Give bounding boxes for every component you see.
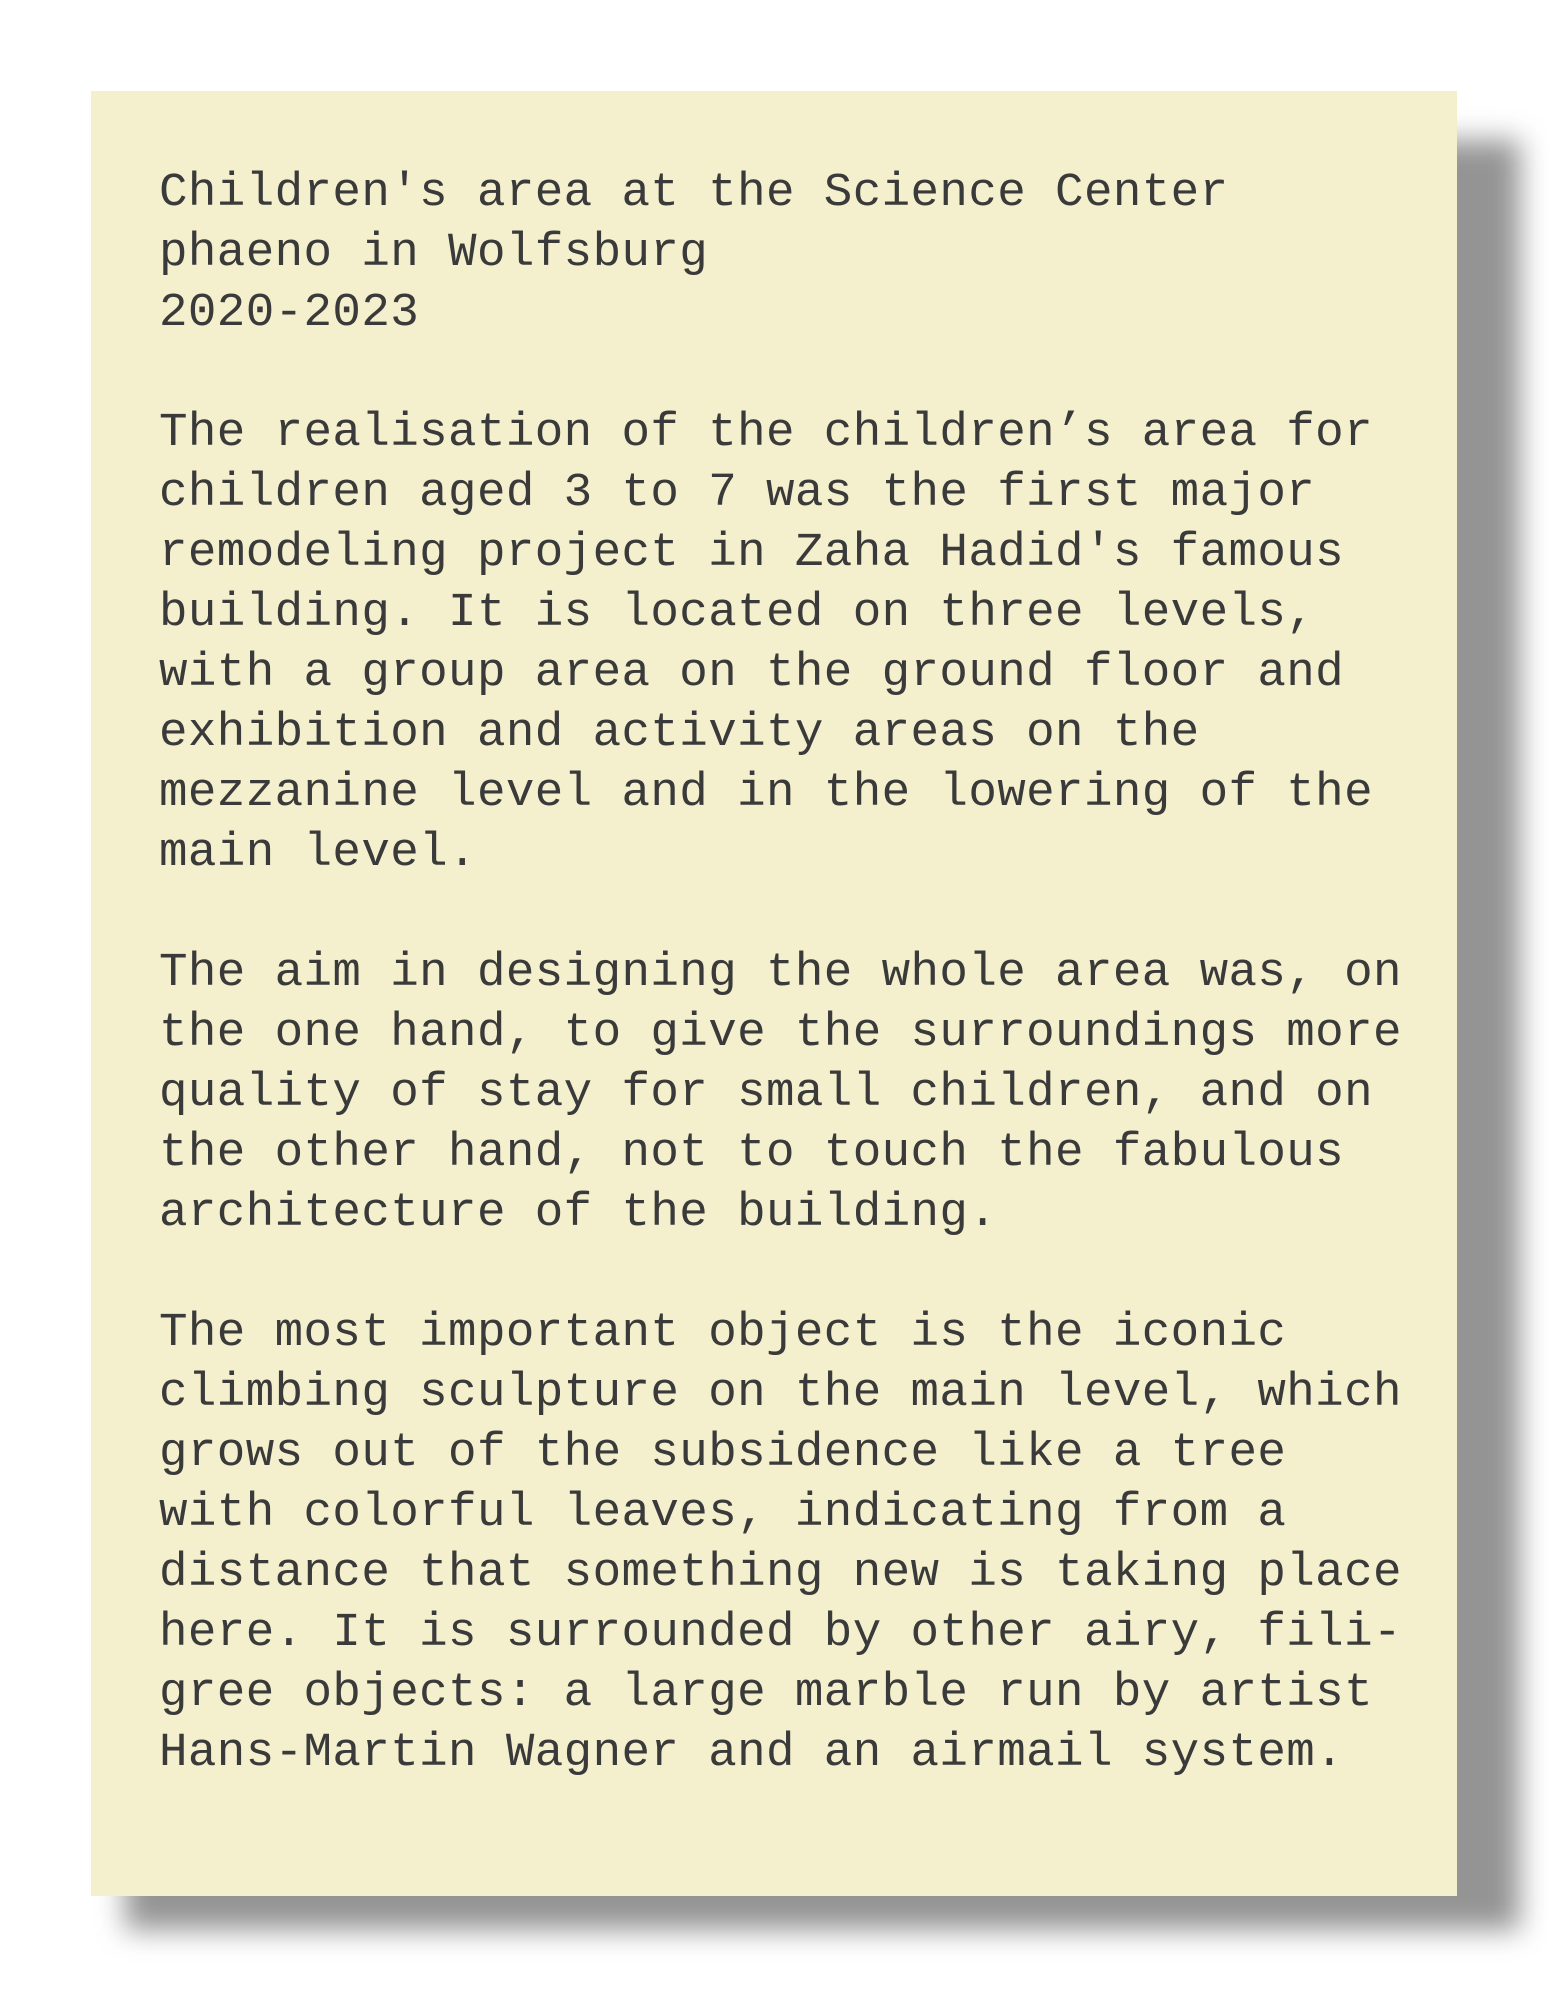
paragraph-object: The most important object is the iconic climbing sculpture on the main level, which grows out of the subsidence like a tree with colorful leaves, indicating from a distance that something new is taking place here. It is surrounded by other airy, fili- gree objects: a large marble run by artist Hans-Martin Wagner and an airmail system.	[159, 1306, 1402, 1780]
heading	[159, 163, 1457, 343]
paragraph-intro: The realisation of the children’s area for children aged 3 to 7 was the first major remodeling project in Zaha Hadid's famous building. It is located on three levels, with a group area on the ground floor and exhibition and activity areas on the mezzanine level and in the lowering of the main level.	[159, 406, 1373, 880]
note-card	[91, 91, 1457, 1896]
title-line-1: Children's area at the Science Center	[159, 166, 1229, 220]
title-line-2: phaeno in Wolfsburg	[159, 226, 709, 280]
years: 2020-2023	[159, 286, 420, 340]
paragraph-aim: The aim in designing the whole area was, on the one hand, to give the surroundings more quality of stay for small children, and on the other hand, not to touch the fabulous architecture of the building.	[159, 946, 1402, 1240]
